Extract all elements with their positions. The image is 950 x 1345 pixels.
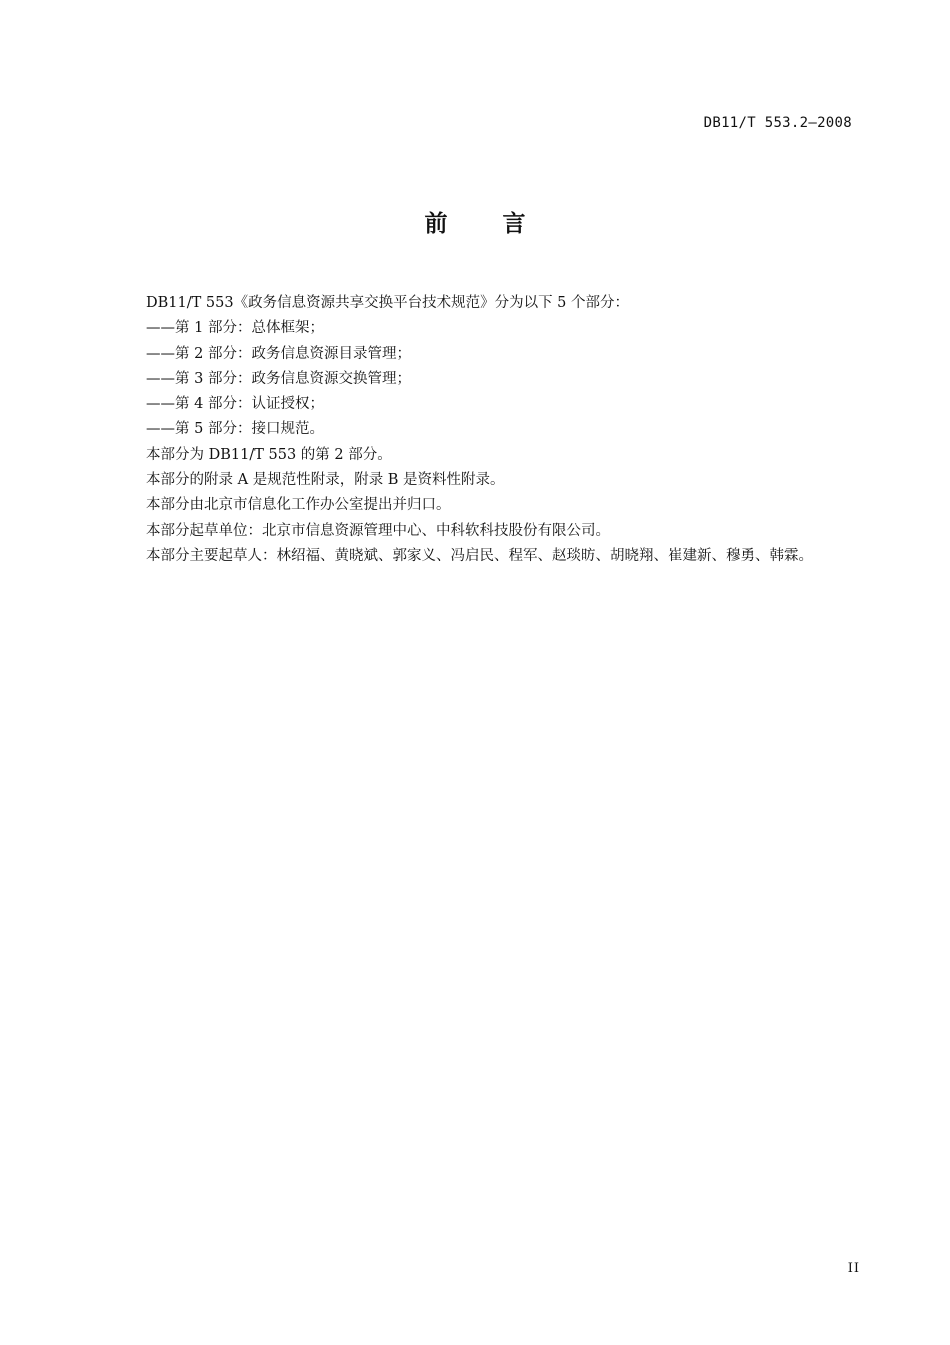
paragraph-drafting-units: 本部分起草单位：北京市信息资源管理中心、中科软科技股份有限公司。 <box>146 522 610 539</box>
page-number: II <box>847 1261 860 1276</box>
page-title: 前言 <box>424 211 581 237</box>
list-item-part-1: ——第 1 部分：总体框架； <box>146 320 324 337</box>
paragraph-proposer: 本部分由北京市信息化工作办公室提出并归口。 <box>146 497 451 514</box>
foreword-body <box>112 291 864 569</box>
paragraph-intro: DB11/T 553《政务信息资源共享交换平台技术规范》分为以下 5 个部分： <box>146 295 630 311</box>
paragraph-annex-statement: 本部分的附录 A 是规范性附录，附录 B 是资料性附录。 <box>146 472 505 489</box>
document-code: DB11/T 553.2—2008 <box>703 115 852 131</box>
paragraph-drafters: 本部分主要起草人：林绍福、黄晓斌、郭家义、冯启民、程军、赵琰昉、胡晓翔、崔建新、穆勇、韩霖。 <box>146 547 813 564</box>
paragraph-part-statement: 本部分为 DB11/T 553 的第 2 部分。 <box>146 446 392 463</box>
list-item-part-5: ——第 5 部分：接口规范。 <box>146 421 324 438</box>
list-item-part-3: ——第 3 部分：政务信息资源交换管理； <box>146 370 411 387</box>
list-item-part-2: ——第 2 部分：政务信息资源目录管理； <box>146 345 411 362</box>
list-item-part-4: ——第 4 部分：认证授权； <box>146 396 324 413</box>
